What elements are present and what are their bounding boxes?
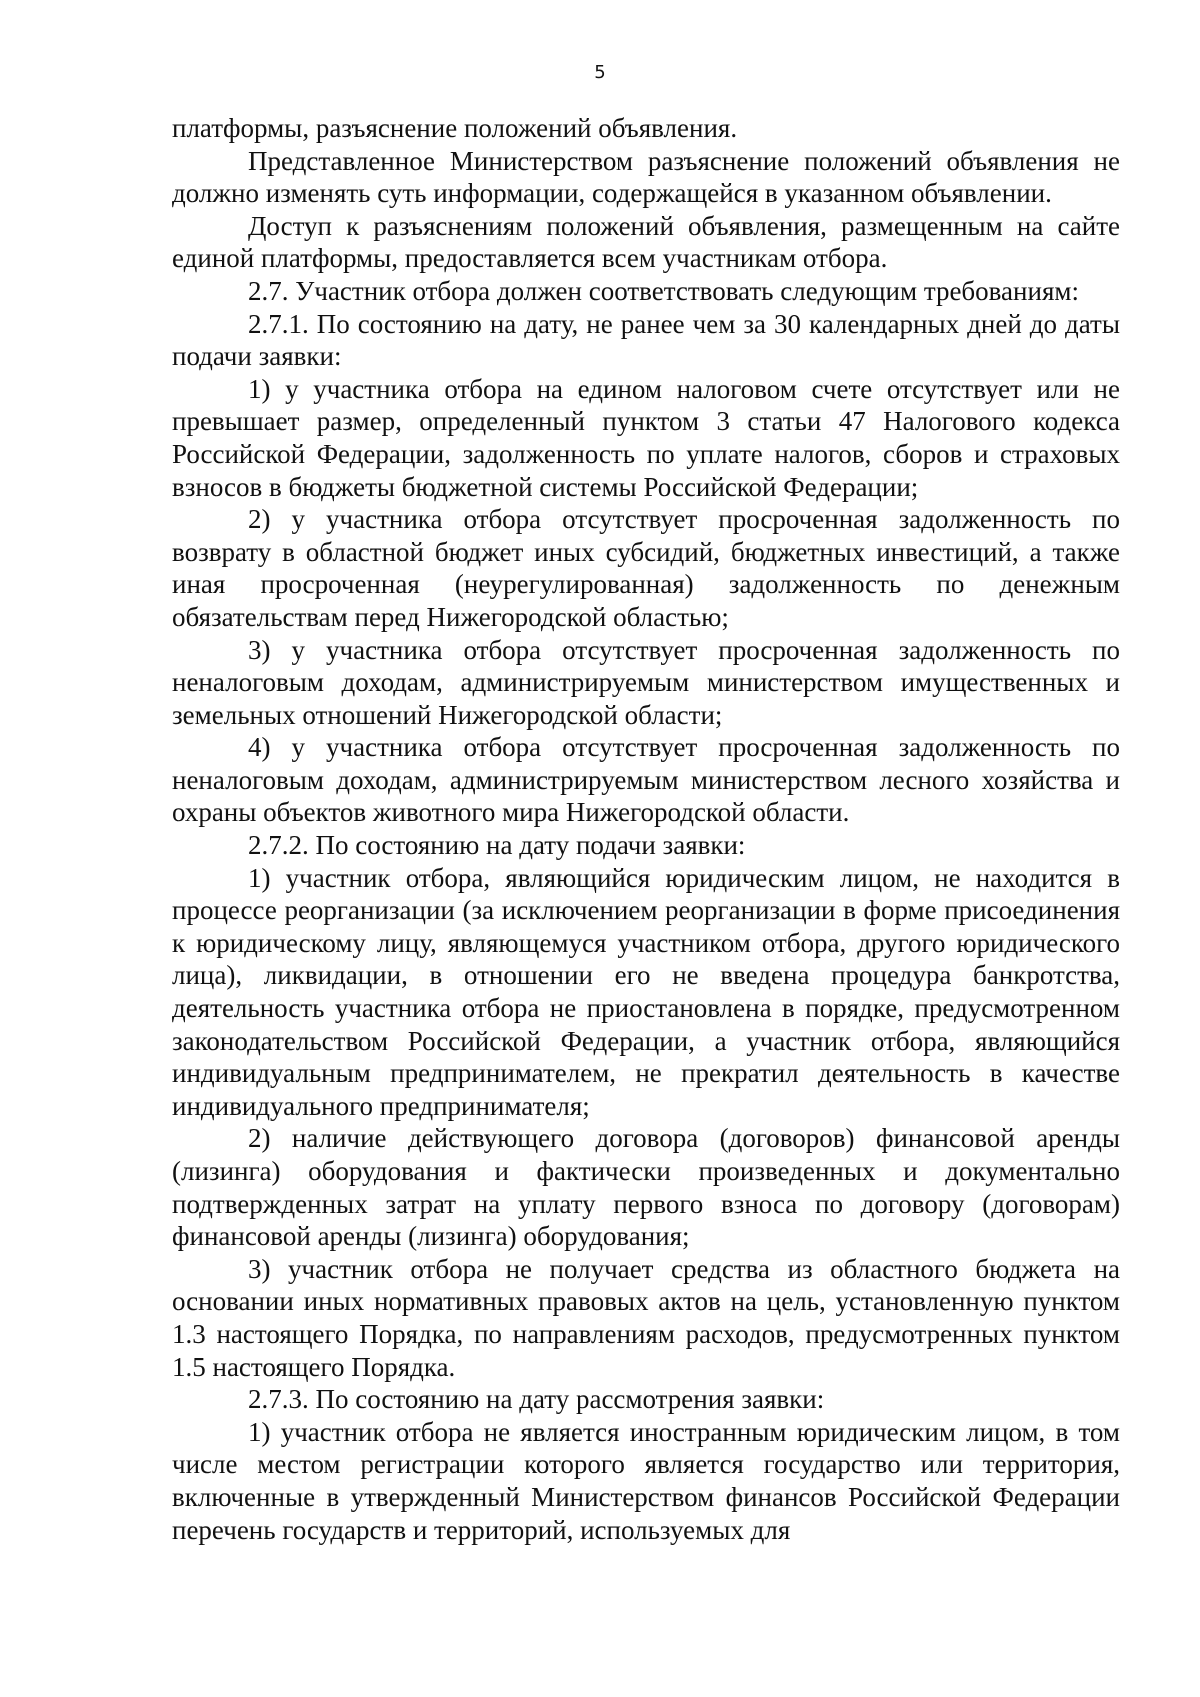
list-item: 2) у участника отбора отсутствует просроченная задолженность по возврату в областной бюджет иных субсидий, бюджетных инвестиций, а также иная просроченная (неурегулированная) задолженность по денежным обязательствам перед Нижегородской областью; <box>172 504 1120 632</box>
list-item: 3) участник отбора не получает средства из областного бюджета на основании иных нормативных правовых актов на цель, установленную пунктом 1.3 настоящего Порядка, по направлениям расходов, предусмотренных пунктом 1.5 настоящего Порядка. <box>172 1253 1120 1382</box>
paragraph-section-2-7-3: 2.7.3. По состоянию на дату рассмотрения заявки: <box>248 1384 825 1415</box>
list-item: 1) участник отбора, являющийся юридическим лицом, не находится в процессе реорганизации (за исключением реорганизации в форме присоединения к юридическому лицу, являющемуся участником отбора, другого юридического лица), ликвидации, в отношении его не введена процедура банкротства, деятельность участника отбора не приостановлена в порядке, предусмотренном законодательством Российской Федерации, а участник отбора, являющийся индивидуальным предпринимателем, не прекратил деятельность в качестве индивидуального предпринимателя; <box>172 862 1120 1121</box>
list-item: 1) у участника отбора на едином налоговом счете отсутствует или не превышает размер, определенный пунктом 3 статьи 47 Налогового кодекса Российской Федерации, задолженность по уплате налогов, сборов и страховых взносов в бюджеты бюджетной системы Российской Федерации; <box>172 373 1120 502</box>
list-item: 1) участник отбора не является иностранным юридическим лицом, в том числе местом регистрации которого является государство или территория, включенные в утвержденный Министерством финансов Российской Федерации перечень государств и территорий, используемых для <box>172 1416 1120 1545</box>
list-item: 2) наличие действующего договора (договоров) финансовой аренды (лизинга) оборудования и фактически произведенных и документально подтвержденных затрат на уплату первого взноса по договору (договорам) финансовой аренды (лизинга) оборудования; <box>172 1123 1120 1252</box>
page-number: 5 <box>594 62 606 83</box>
paragraph-section-2-7: 2.7. Участник отбора должен соответствовать следующим требованиям: <box>248 275 1079 306</box>
paragraph: Доступ к разъяснениям положений объявления, размещенным на сайте единой платформы, предоставляется всем участникам отбора. <box>172 210 1120 274</box>
document-body <box>172 112 1120 1546</box>
list-item: 4) у участника отбора отсутствует просроченная задолженность по неналоговым доходам, администрируемым министерством лесного хозяйства и охраны объектов животного мира Нижегородской области. <box>172 732 1120 828</box>
paragraph-section-2-7-1: 2.7.1. По состоянию на дату, не ранее чем за 30 календарных дней до даты подачи заявки: <box>172 308 1120 372</box>
paragraph-continuation: платформы, разъяснение положений объявления. <box>172 113 738 143</box>
paragraph-section-2-7-2: 2.7.2. По состоянию на дату подачи заявки: <box>248 830 746 861</box>
list-item: 3) у участника отбора отсутствует просроченная задолженность по неналоговым доходам, администрируемым министерством имущественных и земельных отношений Нижегородской области; <box>172 634 1120 730</box>
paragraph: Представленное Министерством разъяснение положений объявления не должно изменять суть информации, содержащейся в указанном объявлении. <box>172 145 1120 209</box>
